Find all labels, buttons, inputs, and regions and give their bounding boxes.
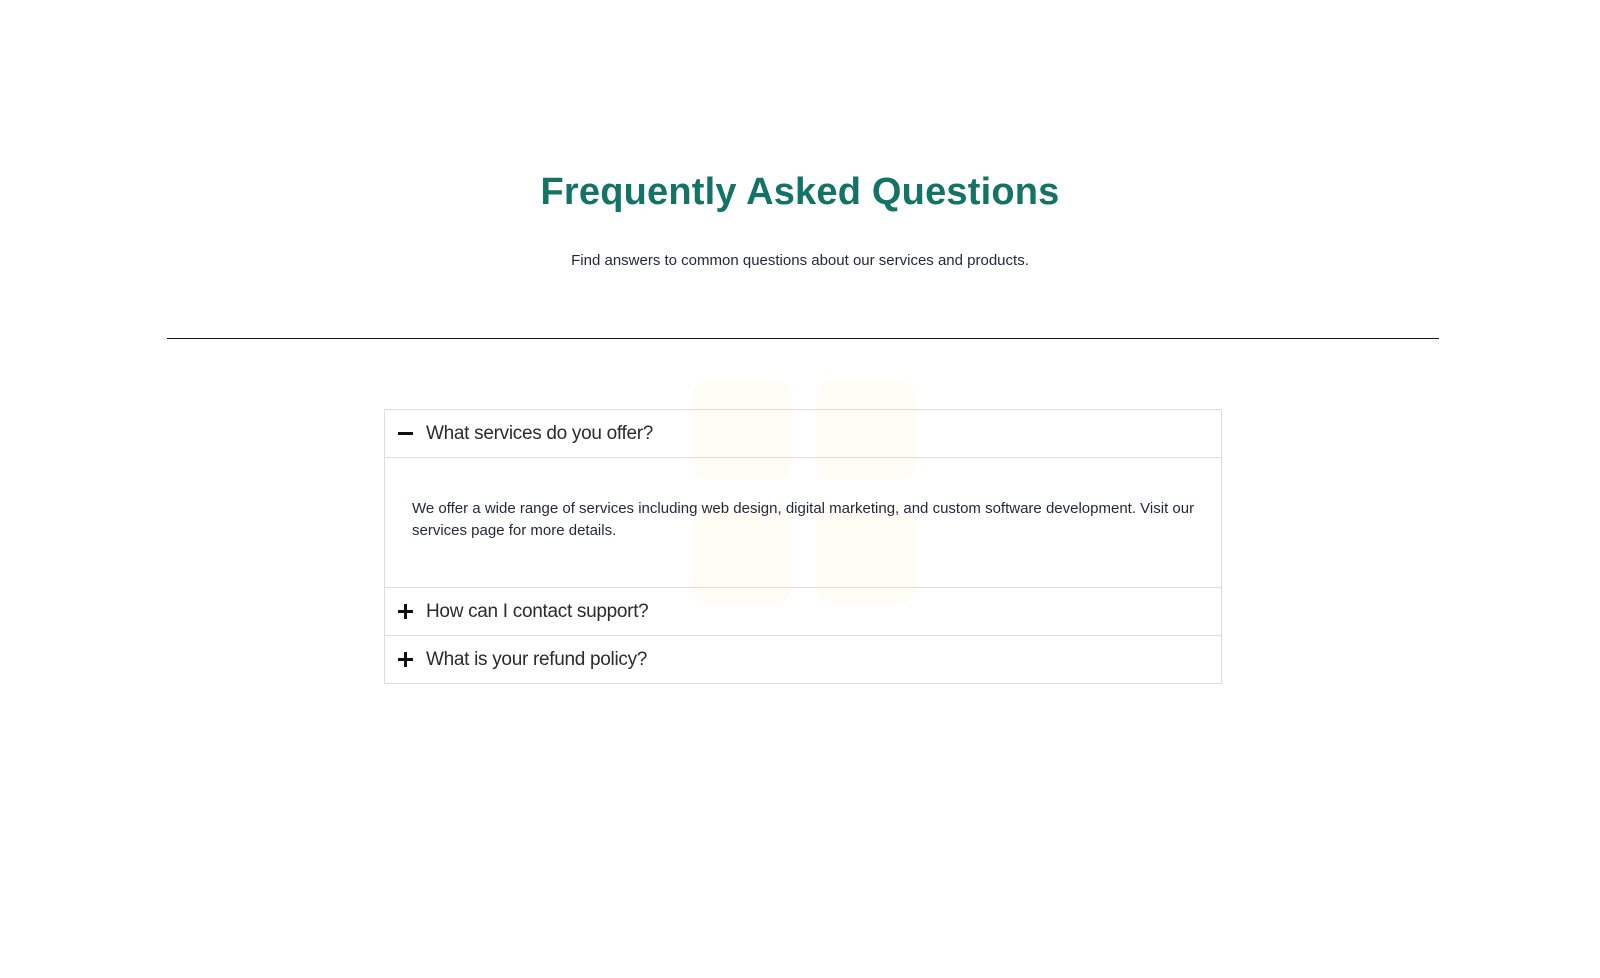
faq-accordion bbox=[384, 409, 1222, 684]
plus-icon bbox=[397, 651, 414, 668]
faq-question-label: What services do you offer? bbox=[426, 422, 654, 444]
section-divider bbox=[167, 338, 1439, 339]
faq-item-support bbox=[384, 587, 1222, 636]
faq-answer-panel bbox=[385, 457, 1221, 587]
faq-question-toggle[interactable] bbox=[385, 636, 1221, 683]
faq-question-label: What is your refund policy? bbox=[426, 648, 648, 670]
faq-question-label: How can I contact support? bbox=[426, 600, 649, 622]
minus-icon bbox=[397, 425, 414, 442]
page-title: Frequently Asked Questions bbox=[540, 171, 1060, 213]
plus-icon bbox=[397, 603, 414, 620]
faq-question-toggle[interactable] bbox=[385, 588, 1221, 635]
faq-item-services bbox=[384, 409, 1222, 588]
faq-item-refund bbox=[384, 635, 1222, 684]
faq-answer-text: We offer a wide range of services including web design, digital marketing, and custom software development. Visit our services page for more details. bbox=[412, 500, 1195, 539]
faq-question-toggle[interactable] bbox=[385, 410, 1221, 457]
faq-header bbox=[0, 166, 1600, 271]
page-subtitle: Find answers to common questions about our services and products. bbox=[571, 252, 1029, 269]
